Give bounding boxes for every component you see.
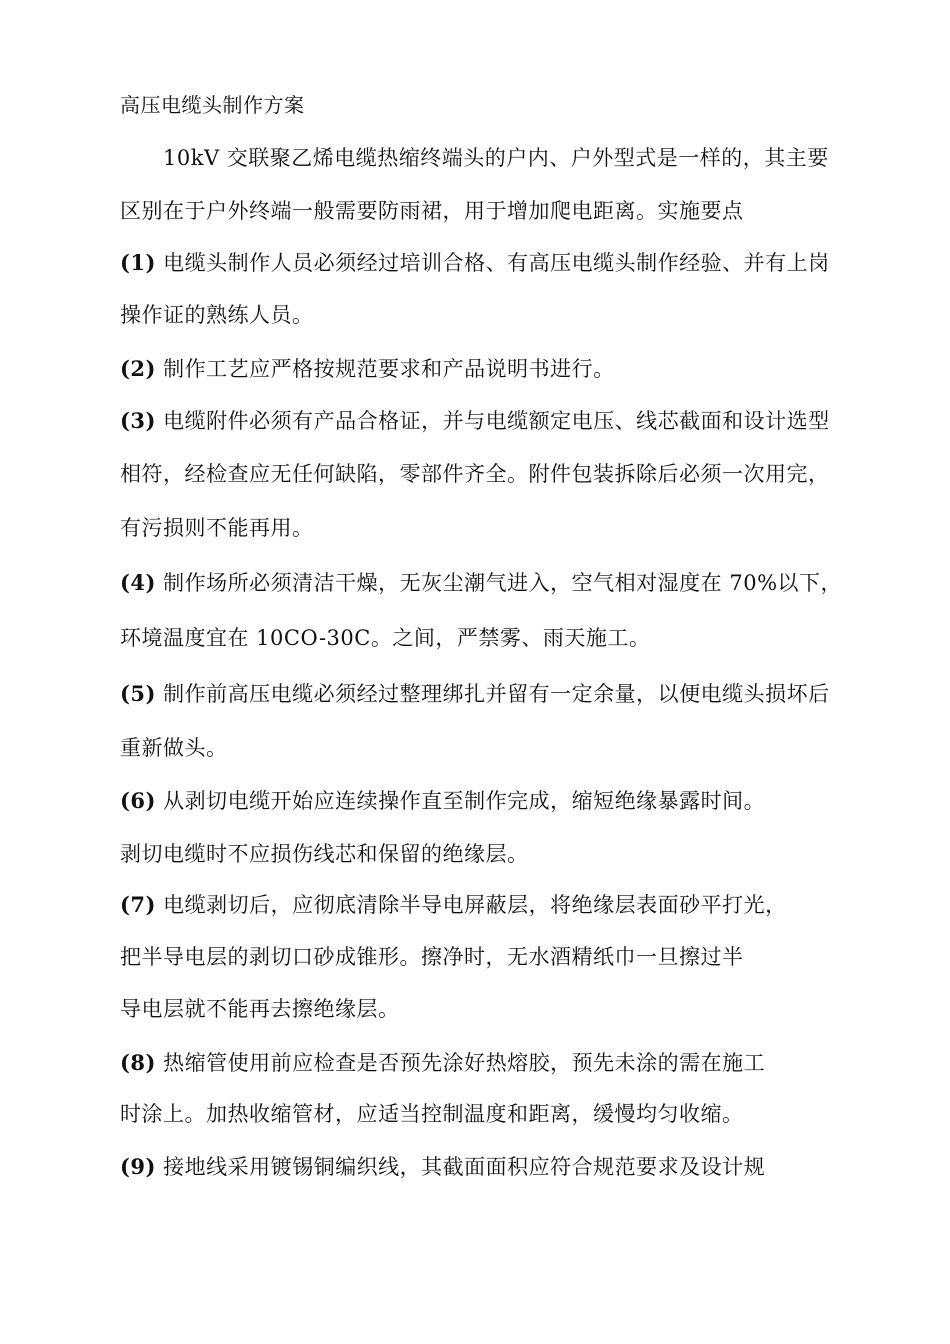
item-3-line-1 xyxy=(120,407,830,435)
item-6-text: 从剥切电缆开始应连续操作直至制作完成，缩短绝缘暴露时间。 xyxy=(163,789,766,813)
item-1-line-2: 操作证的熟练人员。 xyxy=(120,303,314,327)
intro-line-1: 10kV 交联聚乙烯电缆热缩终端头的户内、户外型式是一样的，其主要 xyxy=(163,146,829,170)
item-6-line-2: 剥切电缆时不应损伤线芯和保留的绝缘层。 xyxy=(120,842,529,866)
item-7-text: 电缆剥切后，应彻底清除半导电屏蔽层，将绝缘层表面砂平打光， xyxy=(163,893,787,917)
item-8-number: (8) xyxy=(120,1050,156,1075)
item-8-line-2: 时涂上。加热收缩管材，应适当控制温度和距离，缓慢均匀收缩。 xyxy=(120,1102,744,1126)
item-1-text: 电缆头制作人员必须经过培训合格、有高压电缆头制作经验、并有上岗 xyxy=(163,251,830,275)
item-3-line-2: 相符，经检查应无任何缺陷，零部件齐全。附件包装拆除后必须一次用完， xyxy=(120,462,830,486)
intro-line-2: 区别在于户外终端一般需要防雨裙，用于增加爬电距离。实施要点 xyxy=(120,199,744,223)
item-5-line-1 xyxy=(120,680,830,708)
item-7-line-2: 把半导电层的剥切口砂成锥形。擦净时，无水酒精纸巾一旦擦过半 xyxy=(120,945,744,969)
item-7-line-3: 导电层就不能再去擦绝缘层。 xyxy=(120,997,400,1021)
item-2-text: 制作工艺应严格按规范要求和产品说明书进行。 xyxy=(163,357,615,381)
item-7-number: (7) xyxy=(120,892,156,917)
item-4-line-2: 环境温度宜在 10CO-30C。之间，严禁雾、雨天施工。 xyxy=(120,626,651,650)
item-1-line-1 xyxy=(120,249,830,277)
item-5-text: 制作前高压电缆必须经过整理绑扎并留有一定余量，以便电缆头损坏后 xyxy=(163,682,830,706)
item-9-number: (9) xyxy=(120,1154,156,1179)
document-title: 高压电缆头制作方案 xyxy=(120,93,305,117)
item-2-number: (2) xyxy=(120,356,156,381)
item-8-line-1 xyxy=(120,1049,765,1077)
item-3-number: (3) xyxy=(120,408,156,433)
item-8-text: 热缩管使用前应检查是否预先涂好热熔胶，预先未涂的需在施工 xyxy=(163,1051,766,1075)
item-4-line-1 xyxy=(120,569,842,597)
item-1-number: (1) xyxy=(120,250,156,275)
item-5-number: (5) xyxy=(120,681,156,706)
item-2-line-1 xyxy=(120,355,615,383)
item-4-number: (4) xyxy=(120,570,156,595)
item-3-line-3: 有污损则不能再用。 xyxy=(120,516,314,540)
item-4-text: 制作场所必须清洁干燥，无灰尘潮气进入，空气相对湿度在 70%以下， xyxy=(163,571,843,595)
item-7-line-1 xyxy=(120,891,787,919)
item-9-line-1 xyxy=(120,1153,765,1181)
item-9-text: 接地线采用镀锡铜编织线，其截面面积应符合规范要求及设计规 xyxy=(163,1155,766,1179)
item-6-line-1 xyxy=(120,787,765,815)
item-3-text: 电缆附件必须有产品合格证，并与电缆额定电压、线芯截面和设计选型 xyxy=(163,409,830,433)
item-5-line-2: 重新做头。 xyxy=(120,736,228,760)
item-6-number: (6) xyxy=(120,788,156,813)
